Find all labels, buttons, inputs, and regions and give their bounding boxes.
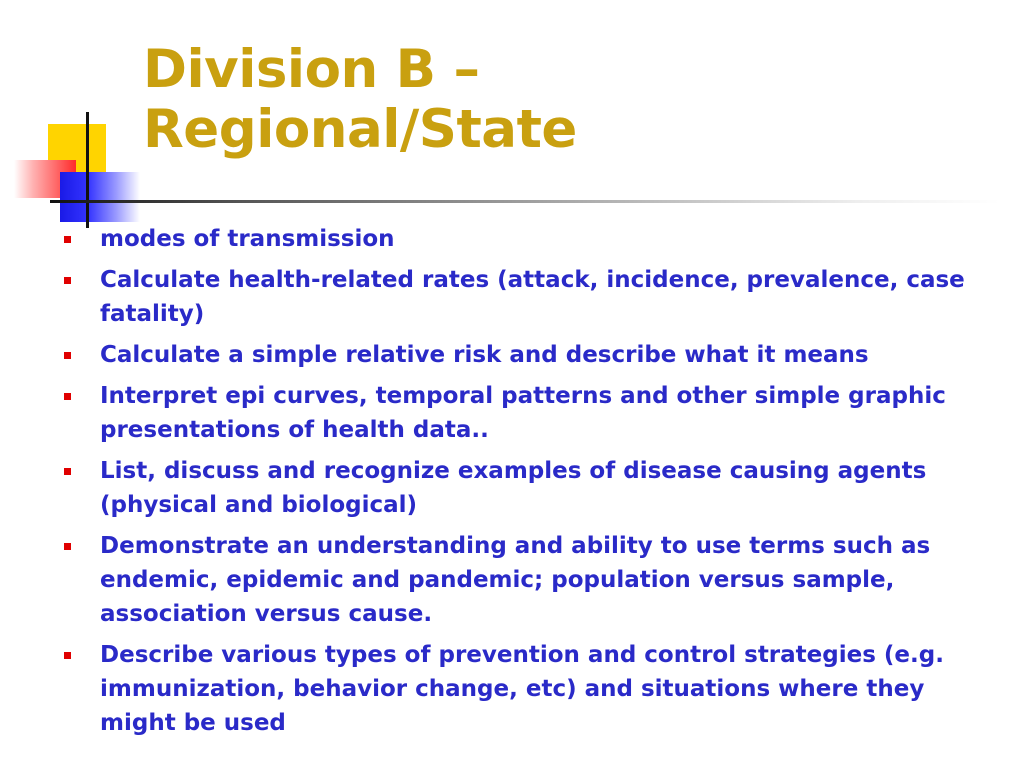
square-bullet-icon	[64, 393, 71, 400]
bullet-text: List, discuss and recognize examples of disease causing agents (physical and biological)	[100, 458, 927, 518]
bullet-text: Interpret epi curves, temporal patterns and other simple graphic presentations of health data..	[100, 383, 946, 443]
bullet-text: Describe various types of prevention and control strategies (e.g. immunization, behavior change, etc) and situations where they might be used	[100, 642, 944, 736]
bullet-item	[60, 638, 995, 740]
bullet-item	[60, 263, 995, 331]
bullet-item	[60, 529, 995, 631]
decor-blue-square	[60, 172, 140, 222]
bullet-text: Calculate health-related rates (attack, incidence, prevalence, case fatality)	[100, 267, 965, 327]
bullet-text: Demonstrate an understanding and ability to use terms such as endemic, epidemic and pandemic; population versus sample, association versus cause.	[100, 533, 931, 627]
square-bullet-icon	[64, 543, 71, 550]
decor-vertical-line	[86, 112, 89, 228]
square-bullet-icon	[64, 652, 71, 659]
slide-title	[143, 40, 577, 160]
square-bullet-icon	[64, 277, 71, 284]
title-line-2: Regional/State	[143, 99, 577, 160]
title-line-1: Division B –	[143, 39, 480, 100]
bullet-text: Calculate a simple relative risk and describe what it means	[100, 342, 869, 368]
bullet-text: modes of transmission	[100, 226, 395, 252]
square-bullet-icon	[64, 468, 71, 475]
bullet-item	[60, 338, 995, 372]
bullet-item	[60, 222, 995, 256]
title-divider-line	[50, 200, 1000, 203]
bullet-item	[60, 454, 995, 522]
bullet-list	[60, 222, 995, 747]
bullet-item	[60, 379, 995, 447]
square-bullet-icon	[64, 236, 71, 243]
square-bullet-icon	[64, 352, 71, 359]
